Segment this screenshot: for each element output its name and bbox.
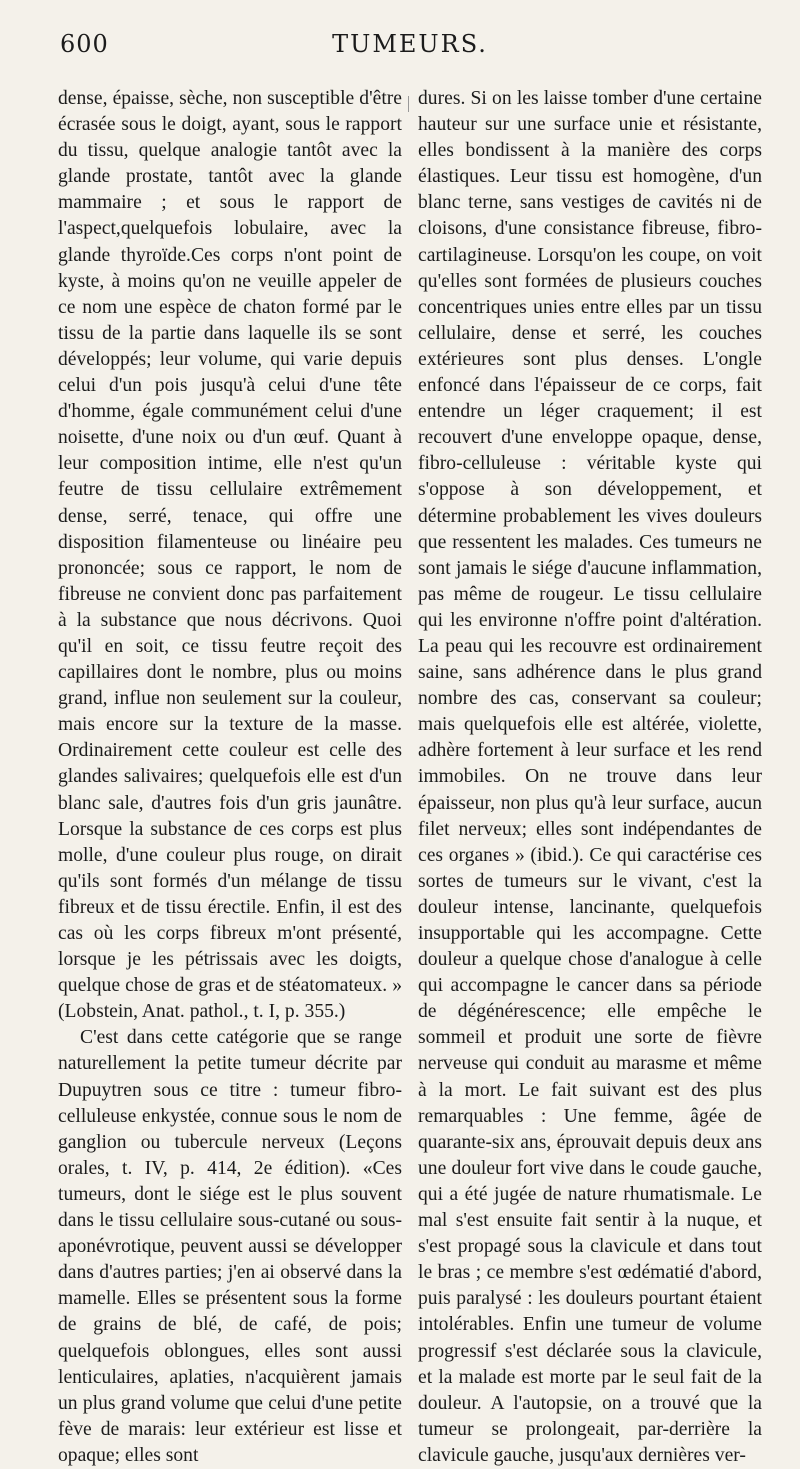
text-columns (58, 86, 762, 1466)
right-column (418, 86, 762, 1466)
left-paragraph-2: C'est dans cette catégorie que se range naturellement la petite tumeur décrite par Dupuytren sous ce titre : tumeur fibro-celluleuse enkystée, connue sous le nom de ganglion ou tubercule nerveux (Leçons orales, t. IV, p. 414, 2e édition). «Ces tumeurs, dont le siége est le plus souvent dans le tissu cellulaire sous-cutané ou sous-aponévrotique, peuvent aussi se développer dans d'autres parties; j'en ai observé dans la mamelle. Elles se présentent sous la forme de grains de blé, de café, de pois; quelquefois oblongues, elles sont aussi lenticulaires, aplaties, n'acquièrent jamais un plus grand volume que celui d'une petite fève de marais: leur extérieur est lisse et opaque; elles sont (58, 1027, 402, 1466)
running-title: TUMEURS. (332, 30, 488, 58)
page-number: 600 (60, 30, 109, 58)
page-header (60, 30, 760, 70)
left-paragraph-1: dense, épaisse, sèche, non susceptible d'être écrasée sous le doigt, ayant, sous le rapport du tissu, quelque analogie tantôt avec la glande prostate, tantôt avec la glande mammaire ; et sous le rapport de l'aspect,quelquefois lobulaire, avec la glande thyroïde.Ces corps n'ont point de kyste, à moins qu'on ne veuille appeler de ce nom une espèce de chaton formé par le tissu de la partie dans laquelle ils se sont développés; leur volume, qui varie depuis celui d'un pois jusqu'à celui d'une tête d'homme, égale communément celui d'une noisette, d'une noix ou d'un œuf. Quant à leur composition intime, elle n'est qu'un feutre de tissu cellulaire extrêmement dense, serré, tenace, qui offre une disposition filamenteuse ou linéaire peu prononcée; sous ce rapport, le nom de fibreuse ne convient donc pas parfaitement à la substance que nous décrivons. Quoi qu'il en soit, ce tissu feutre reçoit des capillaires dont le nombre, plus ou moins grand, influe non seulement sur la couleur, mais encore sur la texture de la masse. Ordinairement cette couleur est celle des glandes salivaires; quelquefois elle est d'un blanc sale, d'autres fois d'un gris jaunâtre. Lorsque la substance de ces corps est plus molle, d'une couleur plus rouge, on dirait qu'ils sont formés d'un mélange de tissu fibreux et de tissu érectile. Enfin, il est des cas où les corps fibreux m'ont présenté, lorsque je les pétrissais avec les doigts, quelque chose de gras et de stéatomateux. » (Lobstein, Anat. pathol., t. I, p. 355.) (58, 88, 402, 1023)
left-column (58, 86, 402, 1466)
right-paragraph-1: dures. Si on les laisse tomber d'une certaine hauteur sur une surface unie et résistante, elles bondissent à la manière des corps élastiques. Leur tissu est homogène, d'un blanc terne, sans vestiges de cavités ni de cloisons, d'une consistance fibreuse, fibro-cartilagineuse. Lorsqu'on les coupe, on voit qu'elles sont formées de plusieurs couches concentriques unies entre elles par un tissu cellulaire, dense et serré, les couches extérieures sont plus denses. L'ongle enfoncé dans l'épaisseur de ce corps, fait entendre un léger craquement; il est recouvert d'une enveloppe opaque, dense, fibro-celluleuse : véritable kyste qui s'oppose à son développement, et détermine probablement les vives douleurs que ressentent les malades. Ces tumeurs ne sont jamais le siége d'aucune inflammation, pas même de rougeur. Le tissu cellulaire qui les environne n'offre point d'altération. La peau qui les recouvre est ordinairement saine, sans adhérence dans le plus grand nombre des cas, conservant sa couleur; mais quelquefois elle est altérée, violette, adhère fortement à leur surface et les rend immobiles. On ne trouve dans leur épaisseur, non plus qu'à leur surface, aucun filet nerveux; elles sont indépendantes de ces organes » (ibid.). Ce qui caractérise ces sortes de tumeurs sur le vivant, c'est la douleur intense, lancinante, quelquefois insupportable qui les accompagne. Cette douleur a quelque chose d'analogue à celle qui accompagne le cancer dans sa période de dégénérescence; elle empêche le sommeil et produit une sorte de fièvre nerveuse qui conduit au marasme et même à la mort. Le fait suivant est des plus remarquables : Une femme, âgée de quarante-six ans, éprouvait depuis deux ans une douleur fort vive dans le coude gauche, qui a été jugée de nature rhumatismale. Le mal s'est ensuite fait sentir à la nuque, et s'est propagé sous la clavicule et dans tout le bras ; ce membre s'est œdématié d'abord, puis paralysé : les douleurs pourtant étaient intolérables. Enfin une tumeur de volume progressif s'est déclarée sous la clavicule, et la malade est morte par le seul fait de la douleur. A l'autopsie, on a trouvé que la tumeur se prolongeait, par-derrière la clavicule gauche, jusqu'aux dernières ver- (418, 88, 762, 1466)
